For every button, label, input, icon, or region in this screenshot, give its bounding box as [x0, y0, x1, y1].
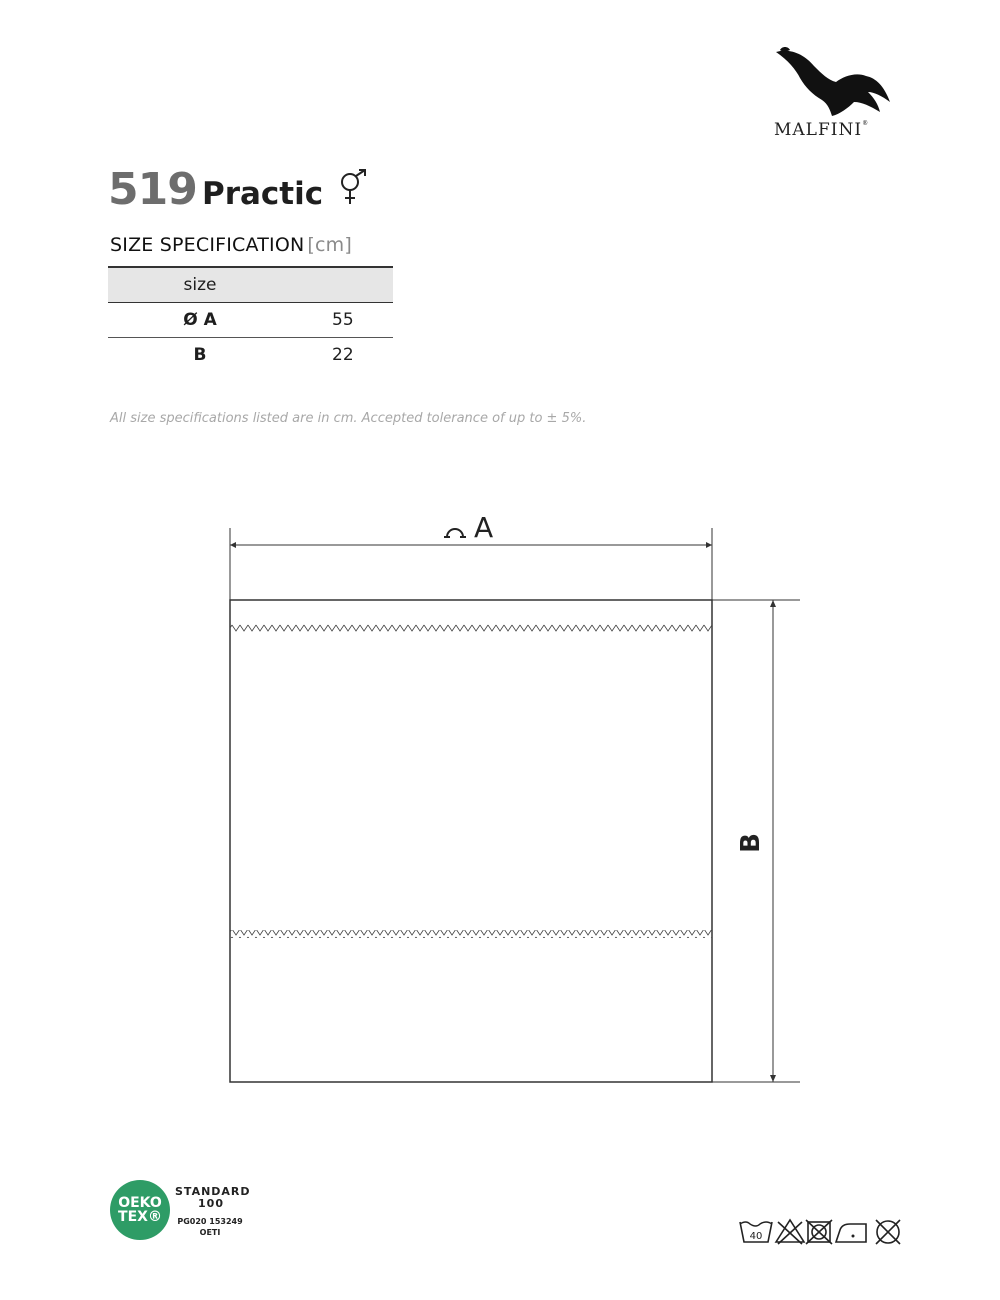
row-value: 55 — [292, 303, 393, 338]
product-name: Practic — [202, 176, 324, 212]
care-symbols — [738, 1214, 908, 1250]
circumference-icon — [444, 529, 466, 537]
iron-low-icon — [836, 1224, 866, 1242]
product-outline — [230, 600, 712, 1082]
wash-40-icon — [740, 1222, 772, 1242]
stitch-band — [230, 930, 712, 938]
stitch-band — [230, 624, 712, 632]
dimension-label-a: A — [474, 511, 494, 544]
oeko-cert-number: PG020 153249 OETI — [177, 1217, 243, 1237]
oeko-standard: STANDARD 100 — [175, 1185, 251, 1210]
spec-unit: [cm] — [307, 234, 353, 256]
table-header-row — [108, 267, 393, 303]
row-label: Ø A — [108, 303, 292, 338]
tolerance-note: All size specifications listed are in cm. Accepted tolerance of up to ± 5%. — [110, 411, 587, 426]
table-row — [108, 338, 393, 373]
eagle-icon — [770, 46, 900, 118]
size-table — [108, 266, 393, 372]
brand-name: MALFINI® — [774, 120, 870, 140]
oeko-tex-badge: OEKO TEX® — [110, 1180, 170, 1240]
unisex-symbol-icon — [335, 168, 371, 208]
no-tumble-dry-icon — [806, 1220, 832, 1244]
no-dry-clean-icon — [876, 1220, 900, 1244]
table-row — [108, 303, 393, 338]
spec-title: SIZE SPECIFICATION [cm] — [110, 234, 353, 256]
row-value: 22 — [332, 345, 354, 365]
technical-drawing — [0, 500, 1000, 1100]
table-header-size: size — [108, 267, 292, 303]
product-number: 519 — [108, 164, 197, 215]
row-label: B — [193, 345, 207, 365]
no-bleach-icon — [776, 1220, 804, 1244]
dimension-label-b: B — [735, 833, 766, 853]
svg-text:40: 40 — [749, 1231, 763, 1242]
brand-logo — [770, 46, 905, 146]
